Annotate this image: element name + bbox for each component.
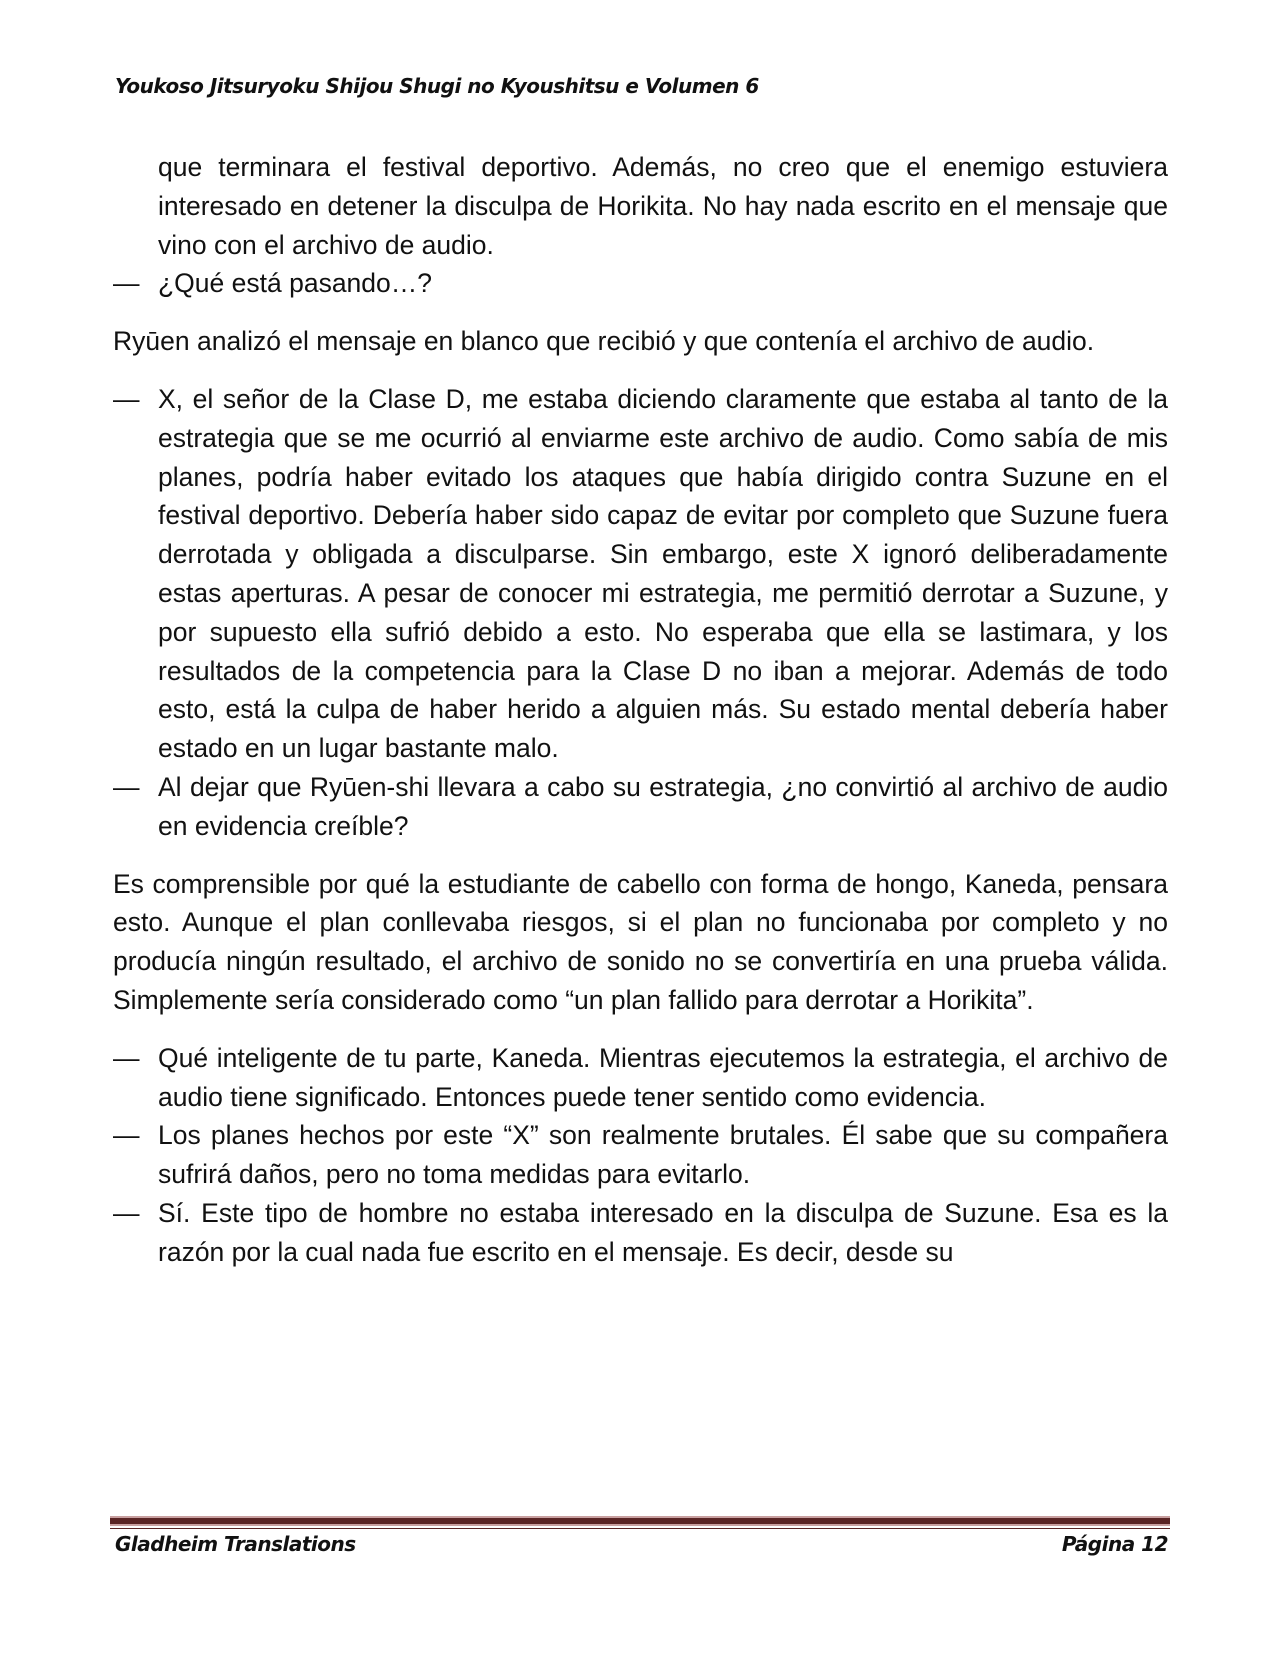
dialogue-line [113, 264, 1168, 303]
running-header: Youkoso Jitsuryoku Shijou Shugi no Kyoushitsu e Volumen 6 [115, 74, 759, 98]
dialogue-line [113, 768, 1168, 846]
dash: — [113, 268, 140, 299]
dialogue-text: Los planes hechos por este “X” son realmente brutales. Él sabe que su compañera sufrirá daños, pero no toma medidas para evitarlo. [158, 1120, 1168, 1190]
footer-page-number: Página 12 [1061, 1532, 1168, 1556]
dialogue-text: X, el señor de la Clase D, me estaba diciendo claramente que estaba al tanto de la estrategia que se me ocurrió al enviarme este archivo de audio. Como sabía de mis planes, podría haber evitado los ataques que había dirigido contra Suzune en el festival deportivo. Debería haber sido capaz de evitar por completo que Suzune fuera derrotada y obligada a disculparse. Sin embargo, este X ignoró deliberadamente estas aperturas. A pesar de conocer mi estrategia, me permitió derrotar a Suzune, y por supuesto ella sufrió debido a esto. No esperaba que ella se lastimara, y los resultados de la competencia para la Clase D no iban a mejorar. Además de todo esto, está la culpa de haber herido a alguien más. Su estado mental debería haber estado en un lugar bastante malo. [158, 383, 1168, 764]
dialogue-line [113, 380, 1168, 768]
dialogue-text: ¿Qué está pasando…? [158, 268, 433, 299]
dash: — [113, 771, 140, 802]
dialogue-text: Al dejar que Ryūen-shi llevara a cabo su estrategia, ¿no convirtió al archivo de audio en evidencia creíble? [158, 771, 1168, 841]
footer-rule [110, 1516, 1170, 1526]
dialogue-text: Qué inteligente de tu parte, Kaneda. Mientras ejecutemos la estrategia, el archivo de audio tiene significado. Entonces puede tener sentido como evidencia. [158, 1042, 1168, 1112]
footer-rule-thin [110, 1528, 1170, 1529]
continued-dialogue: que terminara el festival deportivo. Además, no creo que el enemigo estuviera interesado en detener la disculpa de Horikita. No hay nada escrito en el mensaje que vino con el archivo de audio. [158, 152, 1168, 260]
paragraph: Es comprensible por qué la estudiante de cabello con forma de hongo, Kaneda, pensara esto. Aunque el plan conllevaba riesgos, si el plan no funcionaba por completo y no producía ningún resultado, el archivo de sonido no se convertiría en una prueba válida. Simplemente sería considerado como “un plan fallido para derrotar a Horikita”. [113, 868, 1168, 1015]
dash: — [113, 1197, 140, 1228]
footer-publisher: Gladheim Translations [115, 1532, 356, 1556]
page-body [113, 148, 1168, 1272]
dialogue-line [113, 1116, 1168, 1194]
dialogue-line [113, 1039, 1168, 1117]
dash: — [113, 1120, 140, 1151]
dialogue-text: Sí. Este tipo de hombre no estaba interesado en la disculpa de Suzune. Esa es la razón por la cual nada fue escrito en el mensaje. Es decir, desde su [158, 1197, 1168, 1267]
dash: — [113, 1042, 140, 1073]
dialogue-line [113, 1194, 1168, 1272]
paragraph: Ryūen analizó el mensaje en blanco que recibió y que contenía el archivo de audio. [113, 326, 1095, 357]
dash: — [113, 383, 140, 414]
